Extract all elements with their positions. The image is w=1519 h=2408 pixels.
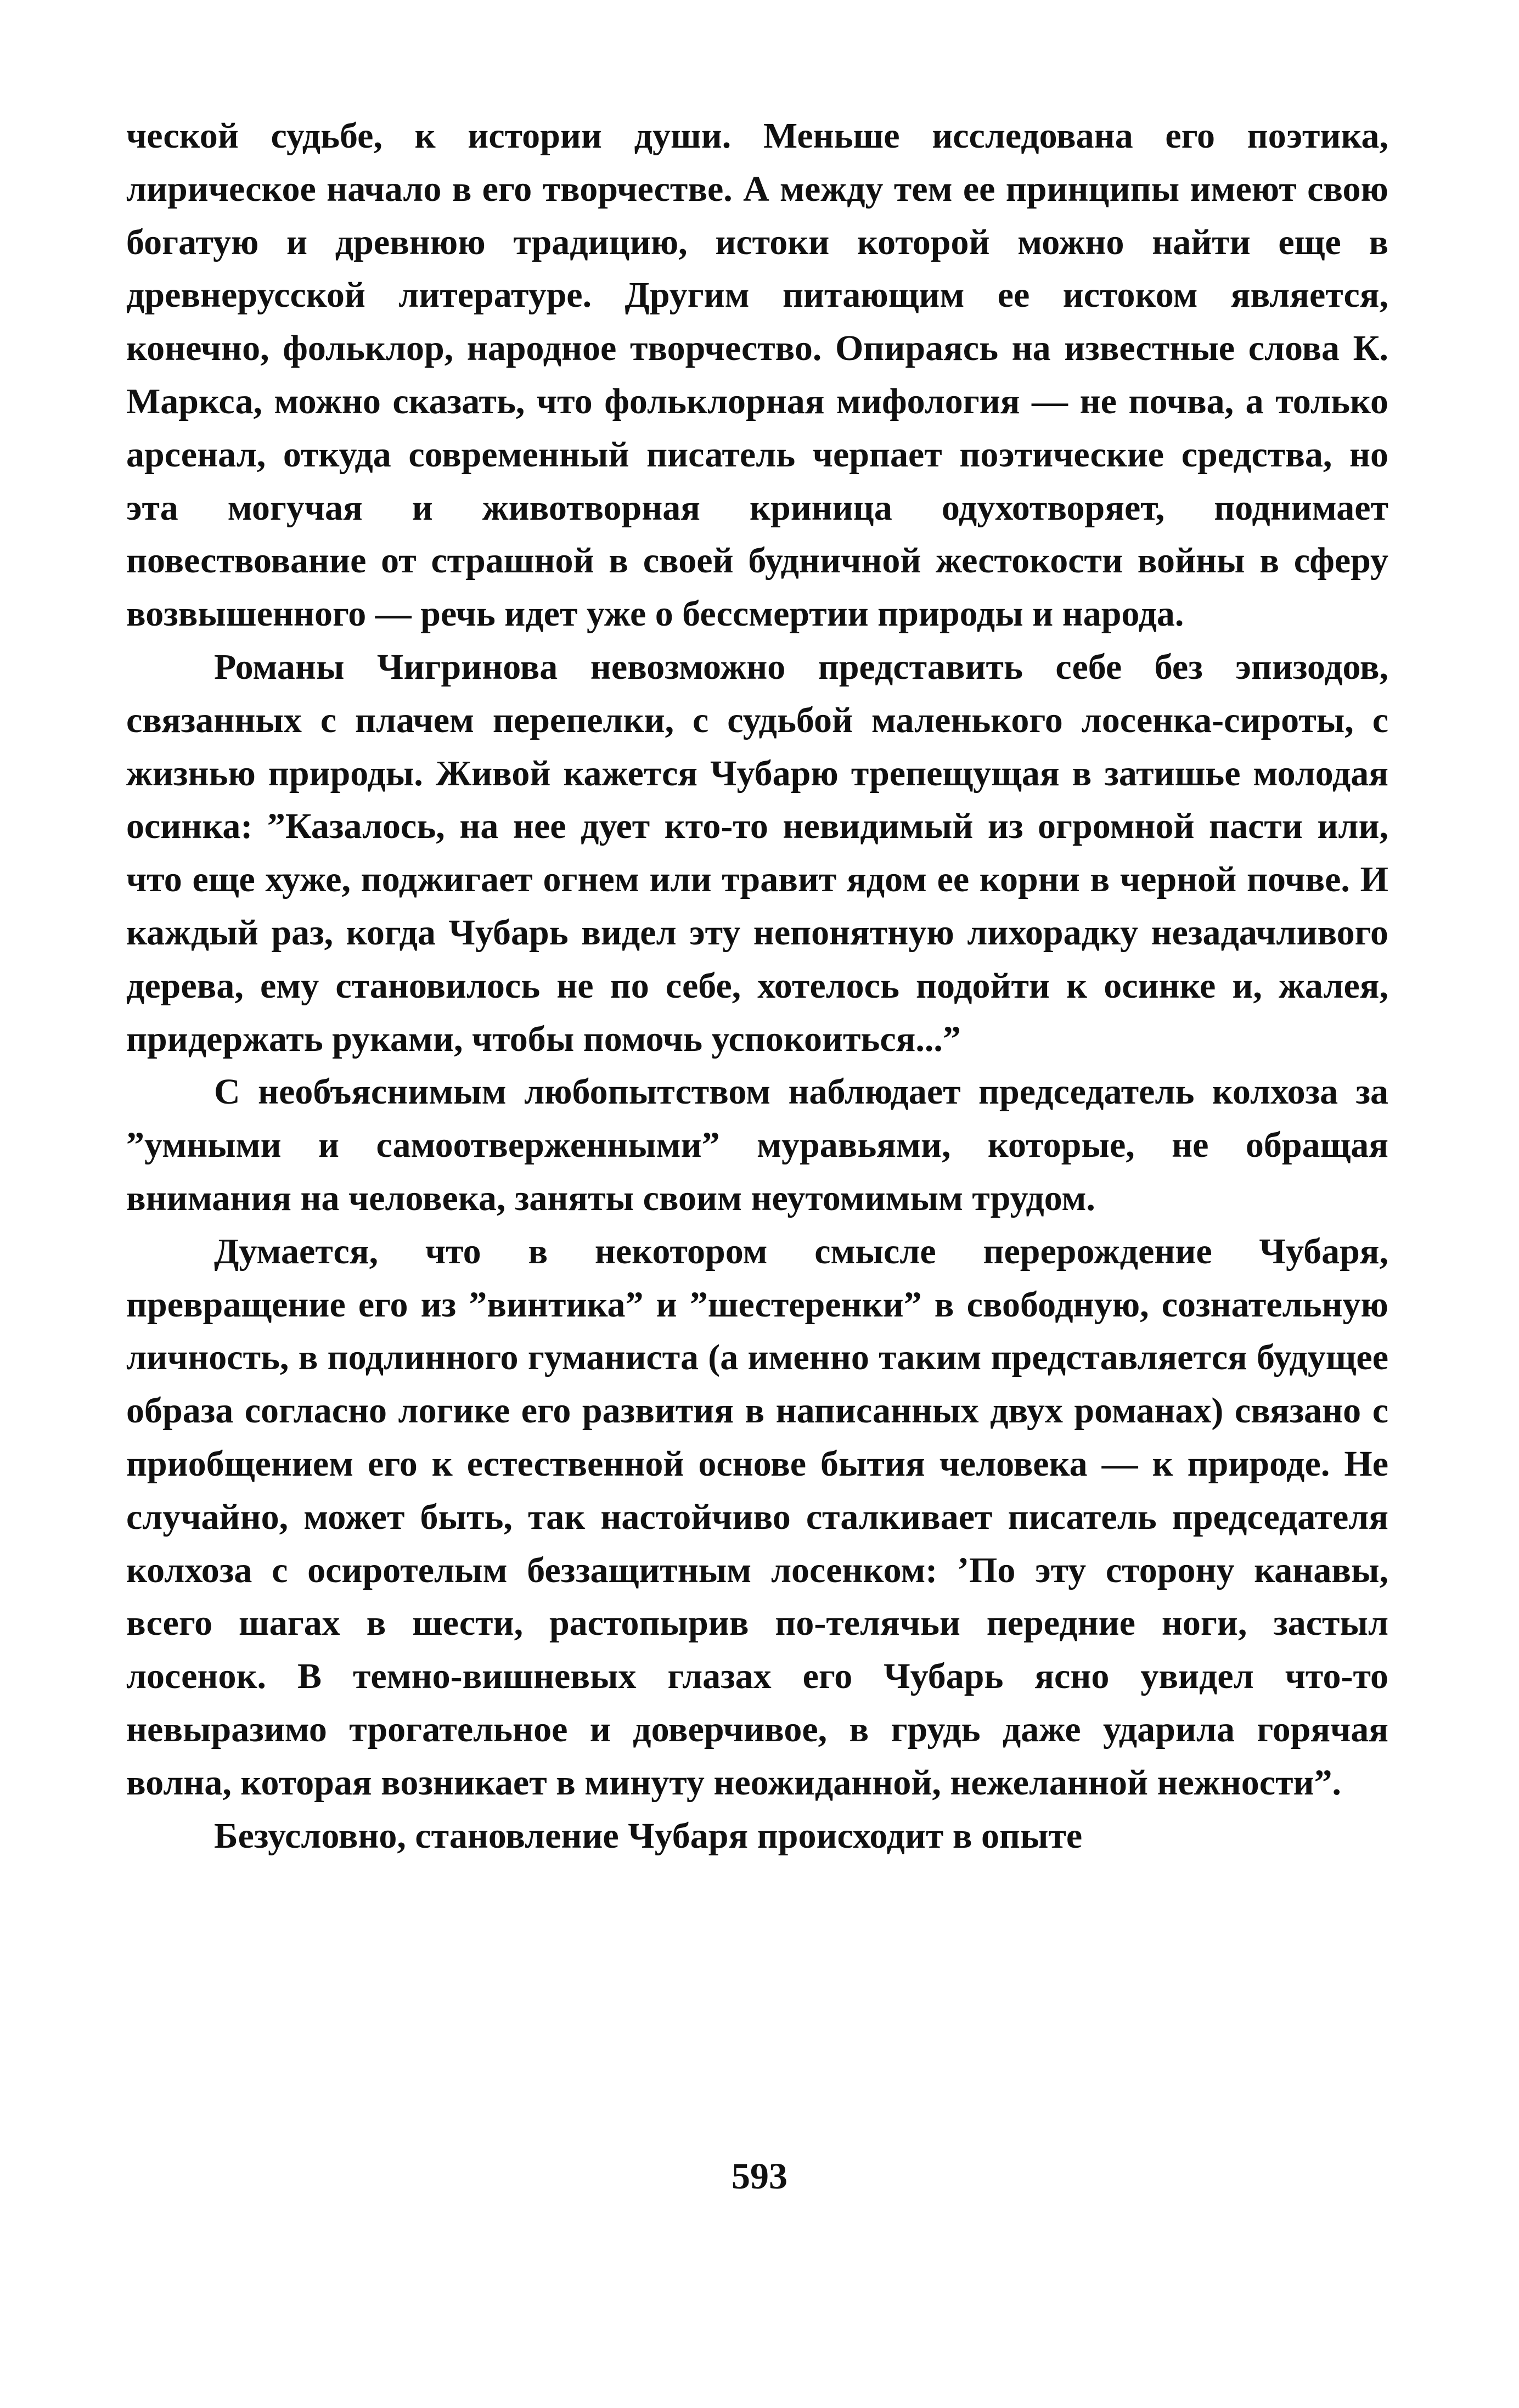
paragraph-1: ческой судьбе, к истории души. Меньше исследована его поэтика, лирическое начало в его творчестве. А между тем ее принципы имеют свою богатую и древнюю традицию, истоки которой можно найти еще в древнерусской литературе. Другим питающим ее истоком является, конечно, фольклор, народное творчество. Опираясь на известные слова К. Маркса, можно сказать, что фольклорная мифология — не почва, а только арсенал, откуда современный писатель черпает поэтические средства, но эта могучая и животворная криница одухотворяет, поднимает повествование от страшной в своей будничной жестокости войны в сферу возвышенного — речь идет уже о бессмертии природы и народа.	[126, 116, 1388, 634]
paragraph-4: Думается, что в некотором смысле перерождение Чубаря, превращение его из ”винтика” и ”шестеренки” в свободную, сознательную личность, в подлинного гуманиста (а именно таким представляется будущее образа согласно логике его развития в написанных двух романах) связано с приобщением его к естественной основе бытия человека — к природе. Не случайно, может быть, так настойчиво сталкивает писатель председателя колхоза с осиротелым беззащитным лосенком: ’По эту сторону канавы, всего шагах в шести, растопырив по-телячьи передние ноги, застыл лосенок. В темно-вишневых глазах его Чубарь ясно увидел что-то невыразимо трогательное и доверчивое, в грудь даже ударила горячая волна, которая возникает в минуту неожиданной, нежеланной нежности”.	[126, 1231, 1388, 1803]
paragraph-3: С необъяснимым любопытством наблюдает председатель колхоза за ”умными и самоотверженными” муравьями, которые, не обращая внимания на человека, заняты своим неутомимым трудом.	[126, 1072, 1388, 1218]
body-text	[126, 110, 1388, 1863]
paragraph-2: Романы Чигринова невозможно представить себе без эпизодов, связанных с плачем перепелки, с судьбой маленького лосенка-сироты, с жизнью природы. Живой кажется Чубарю трепещущая в затишье молодая осинка: ”Казалось, на нее дует кто-то невидимый из огромной пасти или, что еще хуже, поджигает огнем или травит ядом ее корни в черной почве. И каждый раз, когда Чубарь видел эту непонятную лихорадку незадачливого дерева, ему становилось не по себе, хотелось подойти к осинке и, жалея, придержать руками, чтобы помочь успокоиться...”	[126, 646, 1388, 1059]
paragraph-5: Безусловно, становление Чубаря происходит в опыте	[214, 1815, 1083, 1856]
page-number: 593	[732, 2155, 787, 2197]
